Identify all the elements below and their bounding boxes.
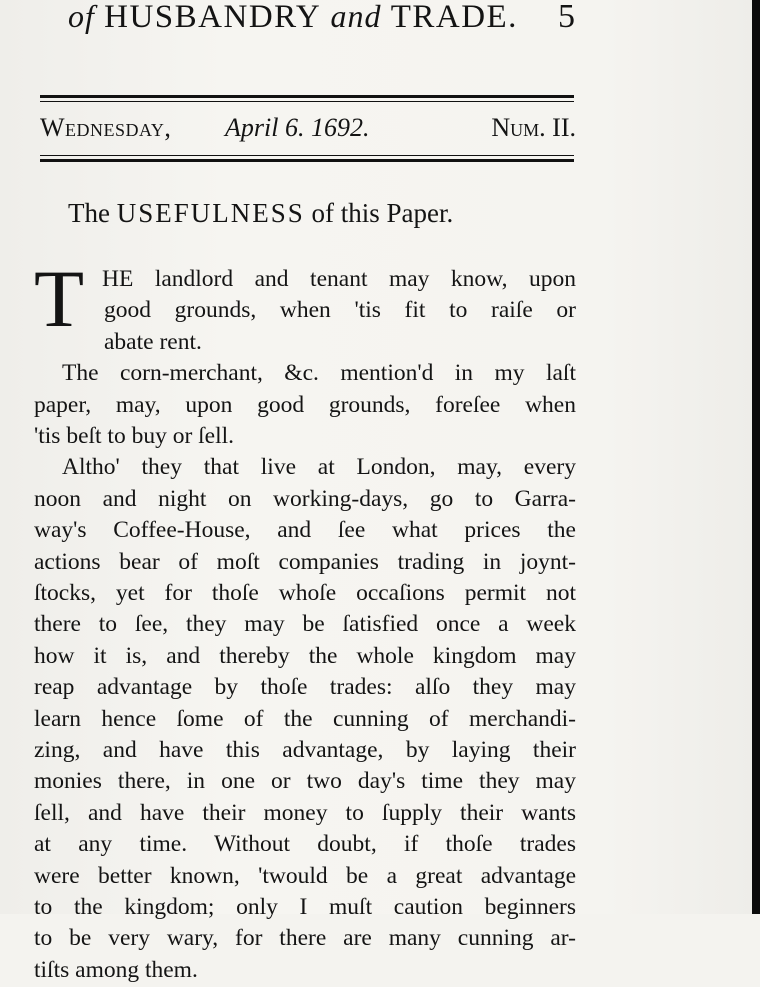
dateline-date: April 6. 1692. — [225, 113, 370, 142]
article-line: to the kingdom; only I muſt caution beginners — [34, 894, 576, 920]
title-pre: The — [68, 198, 110, 228]
header-word-trade: TRADE. — [390, 0, 518, 35]
article-line: zing, and have this advantage, by laying their — [34, 737, 576, 763]
double-rule-top-thick — [40, 95, 574, 98]
article-line: how it is, and thereby the whole kingdom may — [34, 642, 576, 669]
dateline — [40, 113, 576, 147]
header-word-husbandry: HUSBANDRY — [104, 0, 322, 35]
article-line: paper, may, upon good grounds, foreſee when — [34, 391, 576, 418]
article-line: at any time. Without doubt, if thoſe trades — [34, 831, 576, 858]
double-rule-bottom-thin — [40, 155, 574, 156]
dateline-day: Wednesday, — [40, 113, 172, 142]
article-line: monies there, in one or two day's time they may — [34, 768, 576, 795]
drop-cap: T — [34, 253, 85, 344]
header-prefix: of — [68, 0, 95, 34]
article-line: actions bear of moſt companies trading in joynt- — [34, 548, 576, 575]
article-line: to be very wary, for there are many cunning ar- — [34, 925, 576, 952]
issue-number: Num. II. — [491, 113, 576, 142]
double-rule-bottom-thick — [40, 159, 574, 162]
article-line: ſtocks, yet for thoſe whoſe occaſions permit not — [34, 580, 576, 606]
title-post: of this Paper. — [311, 198, 454, 228]
title-main: USEFULNESS — [116, 198, 305, 228]
article-line: were better known, 'twould be a great advantage — [34, 862, 576, 889]
article-line: abate rent. — [104, 328, 202, 355]
article-line: 'tis beſt to buy or ſell. — [34, 423, 235, 449]
article-line: noon and night on working-days, go to Garra- — [34, 485, 576, 512]
article-title — [68, 198, 453, 229]
article-line: learn hence ſome of the cunning of merchandi- — [34, 705, 576, 732]
article-line: good grounds, when 'tis fit to raiſe or — [104, 297, 576, 324]
article-line: there to ſee, they may be ſatisfied once a week — [34, 611, 576, 638]
page-number: 5 — [558, 0, 575, 35]
article-line: The corn-merchant, &c. mention'd in my laſt — [62, 360, 576, 387]
page-edge-shadow — [752, 0, 760, 914]
article-line: Altho' they that live at London, may, every — [62, 454, 576, 481]
double-rule-top-thin — [40, 101, 574, 102]
header-connector: and — [330, 0, 382, 34]
article-line: ſell, and have their money to ſupply their wants — [34, 799, 576, 826]
running-header — [68, 0, 518, 36]
article-line: way's Coffee-House, and ſee what prices the — [34, 517, 576, 544]
article-line: HE landlord and tenant may know, upon — [102, 266, 576, 292]
article-line: tiſts among them. — [34, 956, 198, 983]
article-line: reap advantage by thoſe trades: alſo they may — [34, 674, 576, 701]
